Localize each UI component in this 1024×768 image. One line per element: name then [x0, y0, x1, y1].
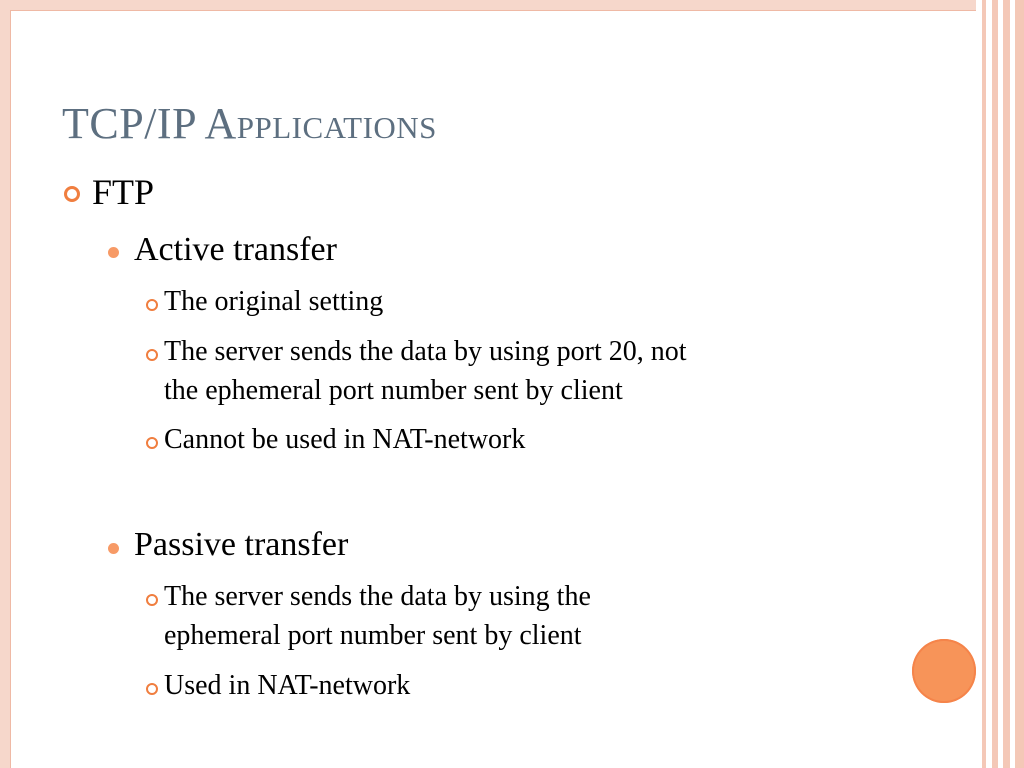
bullet-level3-nat-used: Used in NAT-network: [164, 670, 411, 701]
ring-bullet-icon: [146, 683, 158, 695]
bullet-level3-ephemeral-line1: The server sends the data by using the: [164, 581, 591, 612]
decorative-orange-circle: [912, 639, 976, 703]
slide-title: TCP/IP Applications: [62, 99, 437, 148]
dot-bullet-icon: [108, 247, 119, 258]
dot-bullet-icon: [108, 543, 119, 554]
bullet-level2-active-transfer: Active transfer: [134, 231, 337, 268]
ring-bullet-icon: [146, 349, 158, 361]
ring-bullet-icon: [146, 299, 158, 311]
bullet-level2-passive-transfer: Passive transfer: [134, 526, 349, 563]
ring-bullet-icon: [146, 437, 158, 449]
bullet-level1-ftp: FTP: [92, 172, 155, 212]
slide-frame-left: [0, 0, 10, 768]
bullet-level3-port20-line2: the ephemeral port number sent by client: [164, 375, 623, 406]
ring-bullet-icon: [64, 186, 80, 202]
slide-frame-right-stripes: [976, 0, 1024, 768]
slide-frame-top: [0, 0, 1024, 10]
bullet-level3-original-setting: The original setting: [164, 286, 384, 317]
ring-bullet-icon: [146, 594, 158, 606]
bullet-level3-ephemeral-line2: ephemeral port number sent by client: [164, 620, 582, 651]
bullet-level3-port20-line1: The server sends the data by using port 20, not: [164, 336, 687, 367]
bullet-level3-nat-cannot: Cannot be used in NAT-network: [164, 424, 526, 455]
